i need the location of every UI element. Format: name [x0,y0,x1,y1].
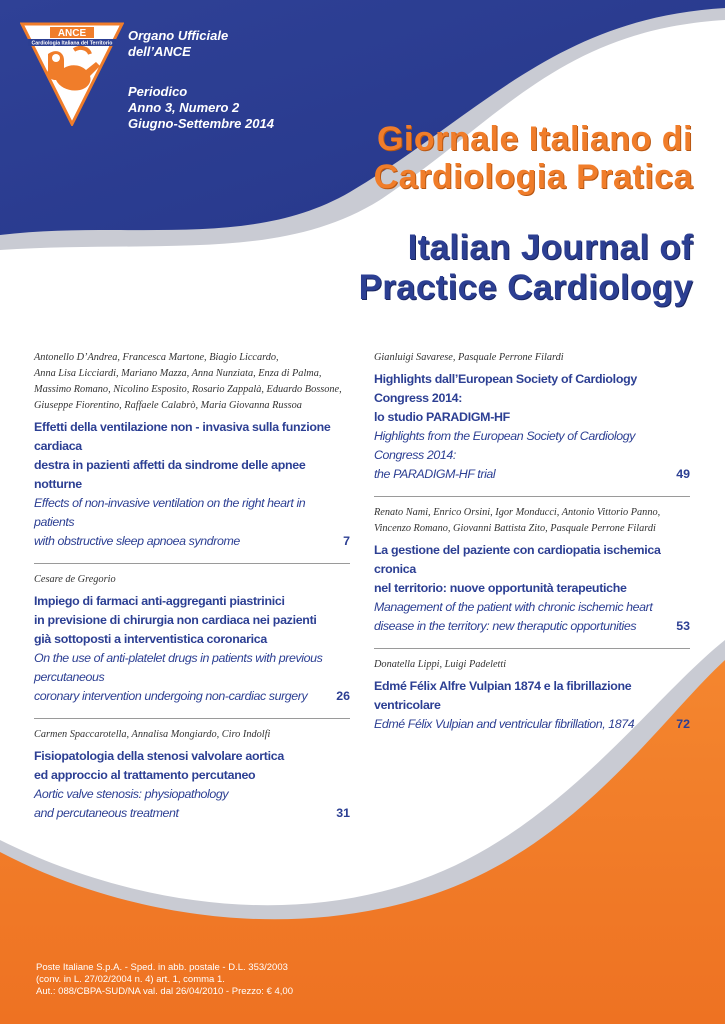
title-en-line: and percutaneous treatment [34,806,179,820]
author-line: Antonello D’Andrea, Francesca Martone, Biagio Liccardo, [34,352,279,363]
title-en-line: with obstructive sleep apnoea syndrome [34,534,240,548]
organo-ufficiale [128,28,288,60]
title-en-line: Effects of non-invasive ventilation on the right heart in patients [34,496,306,529]
article-entry[interactable] [374,657,690,734]
article-entry[interactable] [374,350,690,484]
title-line: Cardiologia Pratica [373,158,693,196]
author-line: Gianluigi Savarese, Pasquale Perrone Filardi [374,352,564,363]
periodico-line: Periodico [128,84,188,99]
title-line: Giornale Italiano di [376,120,693,158]
author-line: Renato Nami, Enrico Orsini, Igor Monducci, Antonio Vittorio Panno, [374,507,661,518]
article-page-number: 72 [676,717,690,731]
title-it-line: nel territorio: nuove opportunità terapeutiche [374,581,627,595]
title-en-line: disease in the territory: new theraputic opportunities [374,619,637,633]
author-line: Vincenzo Romano, Giovanni Battista Zito, Pasquale Perrone Filardi [374,523,656,534]
svg-text:Cardiologia Italiana del Terri: Cardiologia Italiana del Territorio [31,40,113,47]
article-page-number: 26 [336,689,350,703]
title-it-line: Effetti della ventilazione non - invasiva sulla funzione cardiaca [34,420,331,453]
article-separator [34,563,350,564]
italian-journal-title [273,120,693,196]
article-page-number: 7 [343,534,350,548]
article-entry[interactable] [374,505,690,636]
author-line: Giuseppe Fiorentino, Raffaele Calabrò, Maria Giovanna Russoa [34,400,302,411]
author-line: Cesare de Gregorio [34,574,116,585]
article-authors [34,350,350,414]
article-title-english [374,427,690,484]
article-title-italian [34,747,350,785]
article-title-italian [34,418,350,494]
article-title-english [374,598,690,636]
title-it-line: Impiego di farmaci anti-aggreganti piastrinici [34,594,285,608]
article-separator [374,648,690,649]
article-entry[interactable] [34,572,350,706]
title-it-line: ed approccio al trattamento percutaneo [34,768,256,782]
title-it-line: Edmé Félix Alfre Vulpian 1874 e la fibrillazione ventricolare [374,679,632,712]
title-en-line: Edmé Félix Vulpian and ventricular fibrillation, 1874 [374,717,635,731]
title-en-line: Aortic valve stenosis: physiopathology [34,787,229,801]
article-title-english [374,715,690,734]
article-authors [374,657,690,673]
article-separator [34,718,350,719]
postal-footer [36,962,336,998]
article-page-number: 31 [336,806,350,820]
footer-line: (conv. in L. 27/02/2004 n. 4) art. 1, comma 1. [36,974,225,985]
article-title-italian [374,370,690,427]
article-title-italian [374,677,690,715]
title-it-line: La gestione del paziente con cardiopatia ischemica cronica [374,543,661,576]
english-journal-title [273,228,693,308]
periodico-line: Anno 3, Numero 2 [128,100,240,115]
title-en-line: the PARADIGM-HF trial [374,467,496,481]
article-page-number: 53 [676,619,690,633]
footer-line: Poste Italiane S.p.A. - Sped. in abb. postale - D.L. 353/2003 [36,962,288,973]
ance-logo [20,22,124,126]
contents-left-column [34,350,350,823]
title-en-line: Highlights from the European Society of Cardiology Congress 2014: [374,429,636,462]
article-title-italian [34,592,350,649]
article-title-english [34,494,350,551]
title-it-line: Highlights dall’European Society of Cardiology Congress 2014: [374,372,637,405]
title-en-line: On the use of anti-platelet drugs in patients with previous percutaneous [34,651,323,684]
svg-text:ANCE: ANCE [57,28,87,39]
title-it-line: lo studio PARADIGM-HF [374,410,510,424]
article-entry[interactable] [34,727,350,823]
title-en-line: coronary intervention undergoing non-cardiac surgery [34,689,308,703]
periodico-info [128,84,288,132]
article-page-number: 49 [676,467,690,481]
title-line: Practice Cardiology [358,268,693,307]
title-line: Italian Journal of [407,228,693,267]
periodico-line: Giugno-Settembre 2014 [128,116,274,131]
author-line: Anna Lisa Licciardi, Mariano Mazza, Anna Nunziata, Enza di Palma, [34,368,322,379]
contents-right-column [374,350,690,734]
article-authors [34,572,350,588]
article-entry[interactable] [34,350,350,551]
organo-line: dell’ANCE [128,44,191,59]
article-title-italian [374,541,690,598]
article-title-english [34,785,350,823]
article-separator [374,496,690,497]
footer-line: Aut.: 088/CBPA-SUD/NA val. dal 26/04/2010 - Prezzo: € 4,00 [36,986,293,997]
author-line: Carmen Spaccarotella, Annalisa Mongiardo, Ciro Indolfi [34,729,271,740]
title-it-line: già sottoposti a interventistica coronarica [34,632,267,646]
article-authors [34,727,350,743]
article-title-english [34,649,350,706]
author-line: Donatella Lippi, Luigi Padeletti [374,659,507,670]
title-it-line: in previsione di chirurgia non cardiaca nei pazienti [34,613,317,627]
title-it-line: Fisiopatologia della stenosi valvolare aortica [34,749,284,763]
organo-line: Organo Ufficiale [128,28,229,43]
article-authors [374,350,690,366]
article-authors [374,505,690,537]
author-line: Massimo Romano, Nicolino Esposito, Rosario Zappalà, Eduardo Bossone, [34,384,342,395]
title-en-line: Management of the patient with chronic ischemic heart [374,600,653,614]
title-it-line: destra in pazienti affetti da sindrome delle apnee notturne [34,458,306,491]
